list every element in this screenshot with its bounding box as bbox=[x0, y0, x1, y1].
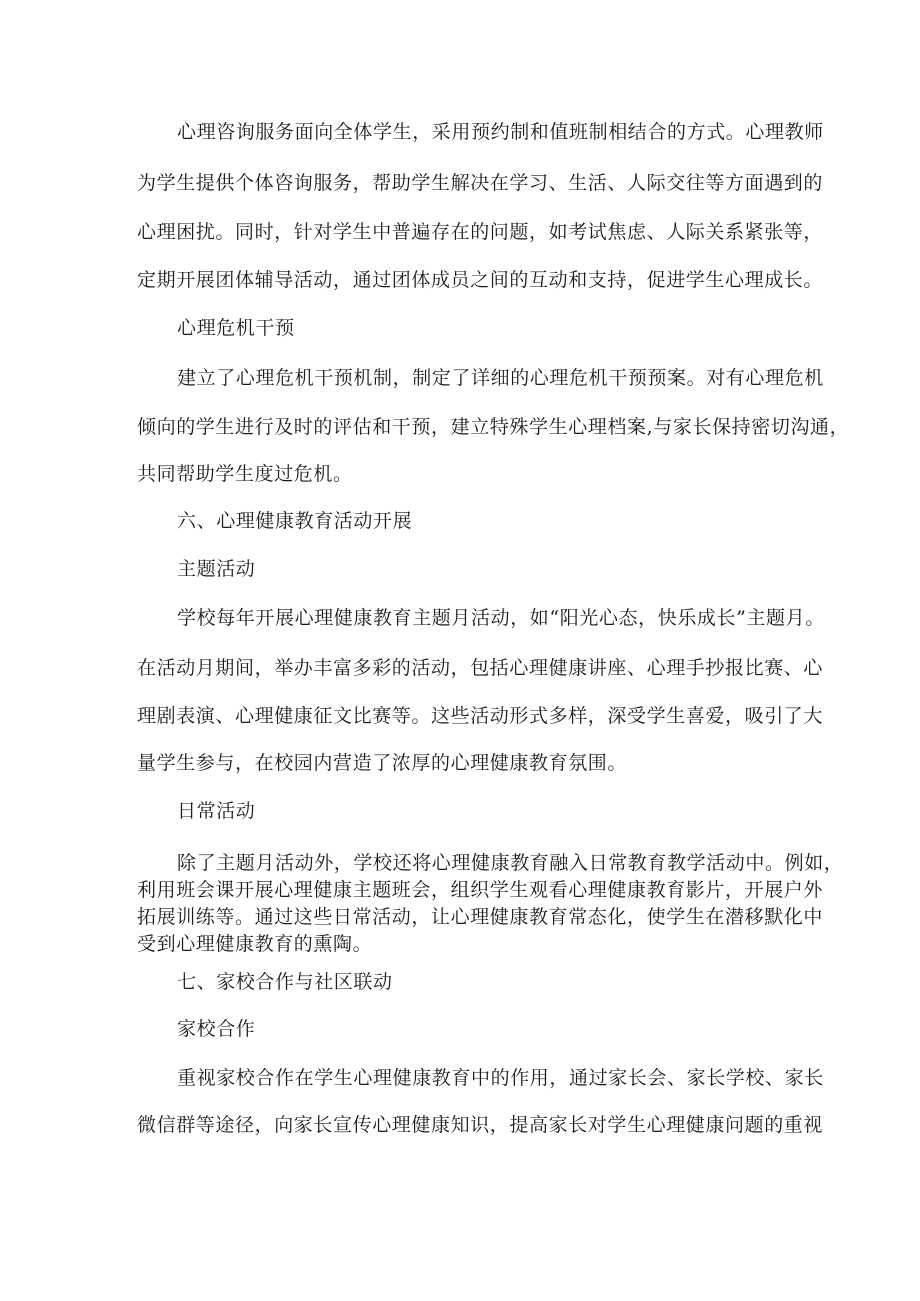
paragraph-theme-line-1: 学校每年开展心理健康教育主题月活动，如“阳光心态，快乐成长”主题月。 bbox=[177, 607, 825, 629]
paragraph-daily-line-2: 利用班会课开展心理健康主题班会，组织学生观看心理健康教育影片，开展户外 bbox=[137, 879, 824, 901]
paragraph-crisis-line-3: 共同帮助学生度过危机。 bbox=[137, 463, 353, 485]
paragraph-counseling-line-4: 定期开展团体辅导活动，通过团体成员之间的互动和支持，促进学生心理成长。 bbox=[137, 269, 824, 291]
paragraph-counseling-line-2: 为学生提供个体咨询服务，帮助学生解决在学习、生活、人际交往等方面遇到的 bbox=[137, 172, 824, 194]
heading-section-seven: 七、家校合作与社区联动 bbox=[177, 971, 393, 993]
paragraph-family-line-1: 重视家校合作在学生心理健康教育中的作用，通过家长会、家长学校、家长 bbox=[177, 1067, 824, 1089]
paragraph-crisis-line-2: 倾向的学生进行及时的评估和干预，建立特殊学生心理档案,与家长保持密切沟通， bbox=[137, 416, 850, 438]
paragraph-theme-line-4: 量学生参与，在校园内营造了浓厚的心理健康教育氛围。 bbox=[137, 752, 628, 774]
heading-crisis-intervention: 心理危机干预 bbox=[177, 317, 295, 339]
heading-family-school-cooperation: 家校合作 bbox=[177, 1018, 256, 1040]
paragraph-counseling-line-1: 心理咨询服务面向全体学生，采用预约制和值班制相结合的方式。心理教师 bbox=[177, 121, 824, 143]
paragraph-daily-line-1: 除了主题月活动外，学校还将心理健康教育融入日常教育教学活动中。例如， bbox=[177, 852, 844, 874]
paragraph-daily-line-4: 受到心理健康教育的熏陶。 bbox=[137, 933, 373, 955]
heading-theme-activities: 主题活动 bbox=[177, 558, 256, 580]
paragraph-theme-line-2: 在活动月期间，举办丰富多彩的活动，包括心理健康讲座、心理手抄报比赛、心 bbox=[137, 657, 824, 679]
paragraph-daily-line-3: 拓展训练等。通过这些日常活动，让心理健康教育常态化，使学生在潜移默化中 bbox=[137, 906, 824, 928]
paragraph-crisis-line-1: 建立了心理危机干预机制，制定了详细的心理危机干预预案。对有心理危机 bbox=[177, 367, 824, 389]
heading-section-six: 六、心理健康教育活动开展 bbox=[177, 510, 413, 532]
paragraph-theme-line-3: 理剧表演、心理健康征文比赛等。这些活动形式多样，深受学生喜爱，吸引了大 bbox=[137, 705, 824, 727]
heading-daily-activities: 日常活动 bbox=[177, 800, 256, 822]
paragraph-family-line-2: 微信群等途径，向家长宣传心理健康知识，提高家长对学生心理健康问题的重视 bbox=[137, 1114, 824, 1136]
paragraph-counseling-line-3: 心理困扰。同时，针对学生中普遍存在的问题，如考试焦虑、人际关系紧张等， bbox=[137, 221, 824, 243]
